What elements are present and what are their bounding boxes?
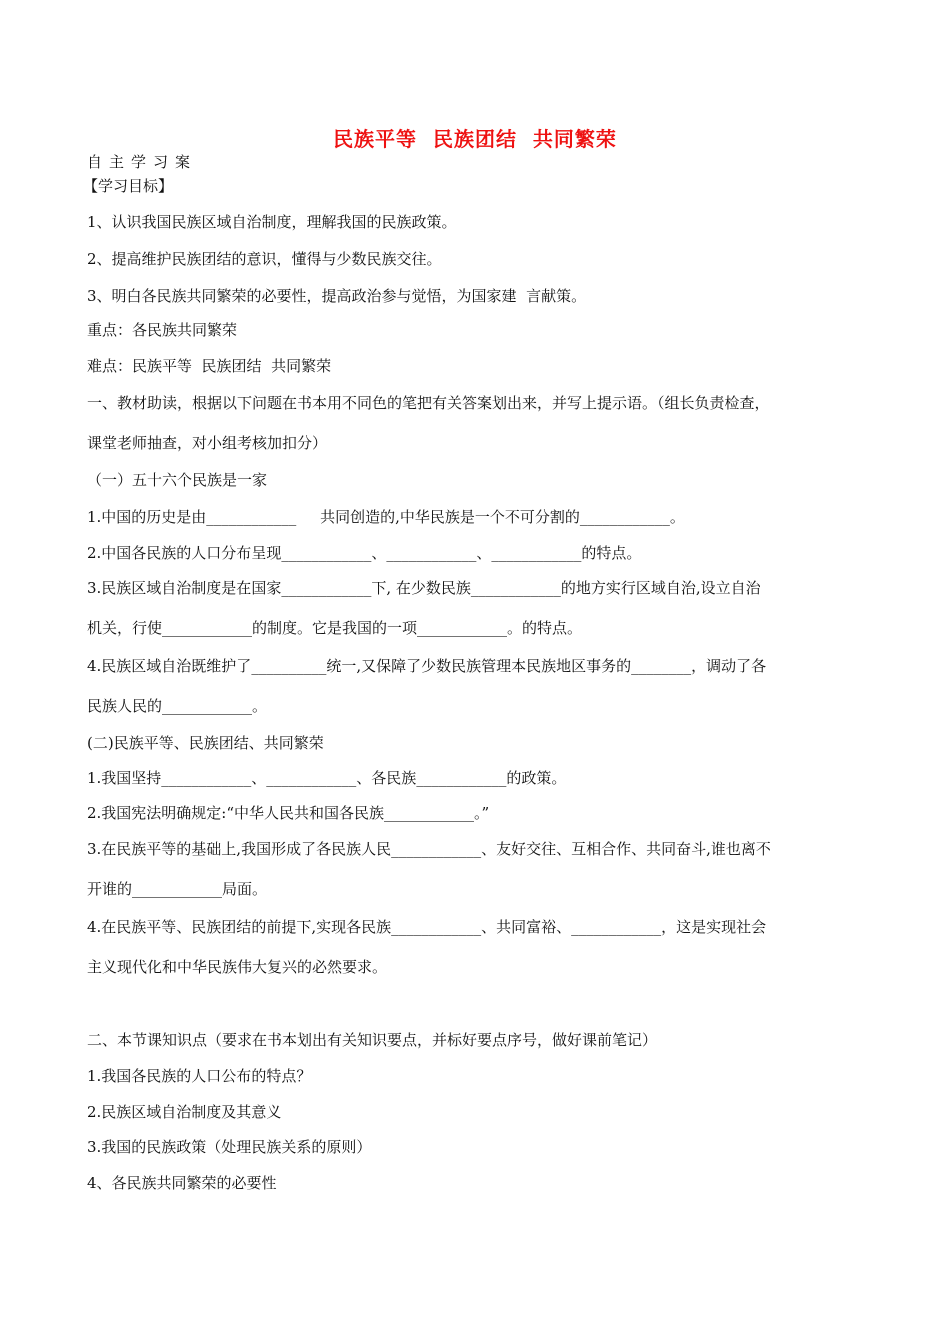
goal-item: 1、认识我国民族区域自治制度，理解我国的民族政策。 <box>87 213 457 231</box>
knowledge-item: 1.我国各民族的人口公布的特点？ <box>87 1067 312 1085</box>
knowledge-item: 4、各民族共同繁荣的必要性 <box>87 1174 277 1192</box>
part2-header: 二、本节课知识点（要求在书本划出有关知识要点，并标好要点序号，做好课前笔记） <box>87 1031 658 1049</box>
fill-blank-line: 3.在民族平等的基础上,我国形成了各民族人民____________、友好交往、互相合作、共同奋斗,谁也离不 <box>87 840 771 858</box>
fill-blank-line: 2.中国各民族的人口分布呈现____________、____________、____________的特点。 <box>87 544 642 562</box>
goals-header: 【学习目标】 <box>83 177 174 195</box>
goal-item: 2、提高维护民族团结的意识，懂得与少数民族交往。 <box>87 250 442 268</box>
fill-blank-line: 民族人民的____________。 <box>87 697 268 715</box>
fill-blank-line: 2.我国宪法明确规定:“中华人民共和国各民族____________。” <box>87 804 490 822</box>
section2-header: (二)民族平等、民族团结、共同繁荣 <box>87 734 324 752</box>
difficult-point: 难点：民族平等 民族团结 共同繁荣 <box>87 357 332 375</box>
knowledge-item: 2.民族区域自治制度及其意义 <box>87 1103 282 1121</box>
document-title: 民族平等 民族团结 共同繁荣 <box>333 127 617 151</box>
section1-header: （一）五十六个民族是一家 <box>87 471 268 489</box>
fill-blank-line: 1.我国坚持____________、____________、各民族____________的政策。 <box>87 769 567 787</box>
part1-intro: 一、教材助读，根据以下问题在书本用不同色的笔把有关答案划出来，并写上提示语。（组长负责检查， <box>87 394 770 412</box>
fill-blank-line: 4.民族区域自治既维护了__________统一,又保障了少数民族管理本民族地区事务的________，调动了各 <box>87 657 767 675</box>
fill-blank-line: 1.中国的历史是由____________ 共同创造的,中华民族是一个不可分割的____________。 <box>87 508 685 526</box>
document-subtitle: 自主学习案 <box>87 153 198 171</box>
knowledge-item: 3.我国的民族政策（处理民族关系的原则） <box>87 1138 372 1156</box>
key-point: 重点：各民族共同繁荣 <box>87 321 238 339</box>
goal-item: 3、明白各民族共同繁荣的必要性，提高政治参与觉悟，为国家建 言献策。 <box>87 287 587 305</box>
part1-intro: 课堂老师抽查，对小组考核加扣分） <box>87 434 328 452</box>
fill-blank-line: 主义现代化和中华民族伟大复兴的必然要求。 <box>87 958 388 976</box>
fill-blank-line: 机关，行使____________的制度。它是我国的一项____________。的特点。 <box>87 619 583 637</box>
fill-blank-line: 4.在民族平等、民族团结的前提下,实现各民族____________、共同富裕、____________，这是实现社会 <box>87 918 767 936</box>
fill-blank-line: 开谁的____________局面。 <box>87 880 268 898</box>
fill-blank-line: 3.民族区域自治制度是在国家____________下, 在少数民族____________的地方实行区域自治,设立自治 <box>87 579 761 597</box>
